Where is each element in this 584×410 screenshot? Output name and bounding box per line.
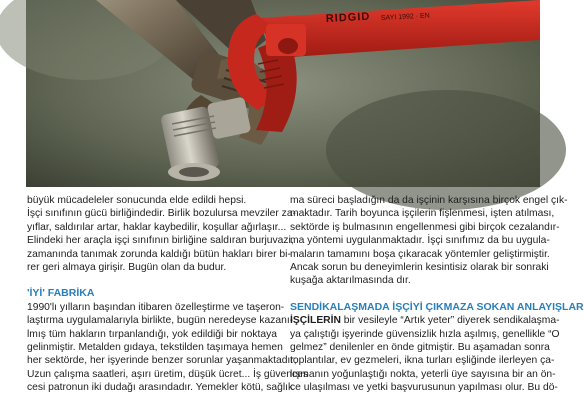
section-heading-sendikalasma: SENDİKALAŞMADA İŞÇİYİ ÇIKMAZA SOKAN ANLAYIŞLAR <box>290 300 584 313</box>
section-heading-iyi-fabrika: 'İYİ' FABRİKA <box>27 287 95 300</box>
text-line: büyük mücadeleler sonucunda elde edildi hepsi. <box>27 195 247 206</box>
text-line: ya çalıştığı işyerinde güvensizlik hızla aşılmış, genellikle “O <box>290 328 560 340</box>
left-paragraph-1 <box>27 194 296 274</box>
right-paragraph-2 <box>290 314 560 394</box>
text-line: her sektörde, her işyerinde benzer sorunlar yaşanmaktadır; <box>27 355 297 367</box>
text-line: laştırma uygulamalarıyla birlikte, bugün neredeyse kazanı- <box>27 315 294 327</box>
text-line: sektörde iş bulmasının engellenmesi gibi birçok cezalandır- <box>290 221 560 233</box>
text-line: toplantılar, ev gezmeleri, ikna turları eşliğinde ilerleyen ça- <box>290 355 555 367</box>
text-line: ce ulaşılması ve yetki başvurusunun yapılması olur. Bu dö- <box>290 382 558 394</box>
text-line: 1990'lı yılların başından itibaren özelleştirme ve taşeron- <box>27 301 285 313</box>
text-line: cesi patronun iki dudağı arasındadır. Yemekler kötü, sağlık <box>27 382 294 394</box>
wrench-photo <box>26 0 540 187</box>
wrench-photo-illustration <box>26 0 540 187</box>
text-line: zamanında tanımak zorunda kaldığı bütün hakları birer bi- <box>27 248 291 260</box>
text-line: yıflar, saldırılar artar, haklar kaybedilir, koşullar ağırlaşır... <box>27 221 287 233</box>
left-column <box>27 194 308 394</box>
text-line: ma süreci başladığın da da işçinin karşısına birçok engel çık- <box>290 195 568 206</box>
text-line: lışmanın yoğunlaştığı nokta, yeterli üye sayısına bir an ön- <box>290 368 556 380</box>
lead-in-caps: İŞÇİLERİN <box>290 315 341 327</box>
right-column <box>290 194 584 394</box>
text-line: ma yöntemi uygulanmaktadır. İşçi sınıfımız da bu uygula- <box>290 235 550 247</box>
left-paragraph-2 <box>27 301 308 395</box>
text-line: gelmez” denilenler en önde gitmiştir. Bu aşamadan sonra <box>290 341 550 353</box>
text-line: maktadır. Tarih boyunca işçilerin fişlenmesi, işten atılması, <box>290 208 555 220</box>
right-paragraph-1 <box>290 194 568 288</box>
text-line: Uzun çalışma saatleri, aşırı üretim, düşük ücret... İş güvences <box>27 368 308 380</box>
text-line: gelinmiştir. Metalden gıdaya, tekstilden taşımaya hemen <box>27 341 283 353</box>
text-line: Ancak sorun bu deneyimlerin kesintisiz olarak bir sonraki <box>290 261 549 273</box>
text-line: İşçi sınıfının gücü birliğindedir. Birlik bozulursa mevziler za- <box>27 208 296 220</box>
text-line: Elindeki her araçla işçi sınıfının birliğine saldıran burjuvazi, <box>27 235 294 247</box>
text-line: maların tamamını boşa çıkaracak yöntemler geliştirmiştir. <box>290 248 550 260</box>
text-line-first <box>290 314 560 327</box>
wrench-small-text: SAYI 1992 · EN <box>380 12 430 22</box>
wrench-brand-text: RIDGID <box>325 10 371 25</box>
text-line: rer geri almaya girişir. Bugün olan da budur. <box>27 261 227 273</box>
lead-in-rest: bir vesileyle “Artık yeter” diyerek sendikalaşma- <box>340 315 560 327</box>
text-line: kuşağa aktarılmasında dır. <box>290 275 411 287</box>
text-line: lmış tüm hakların tırpanlandığı, yok edildiği bir noktaya <box>27 328 277 340</box>
